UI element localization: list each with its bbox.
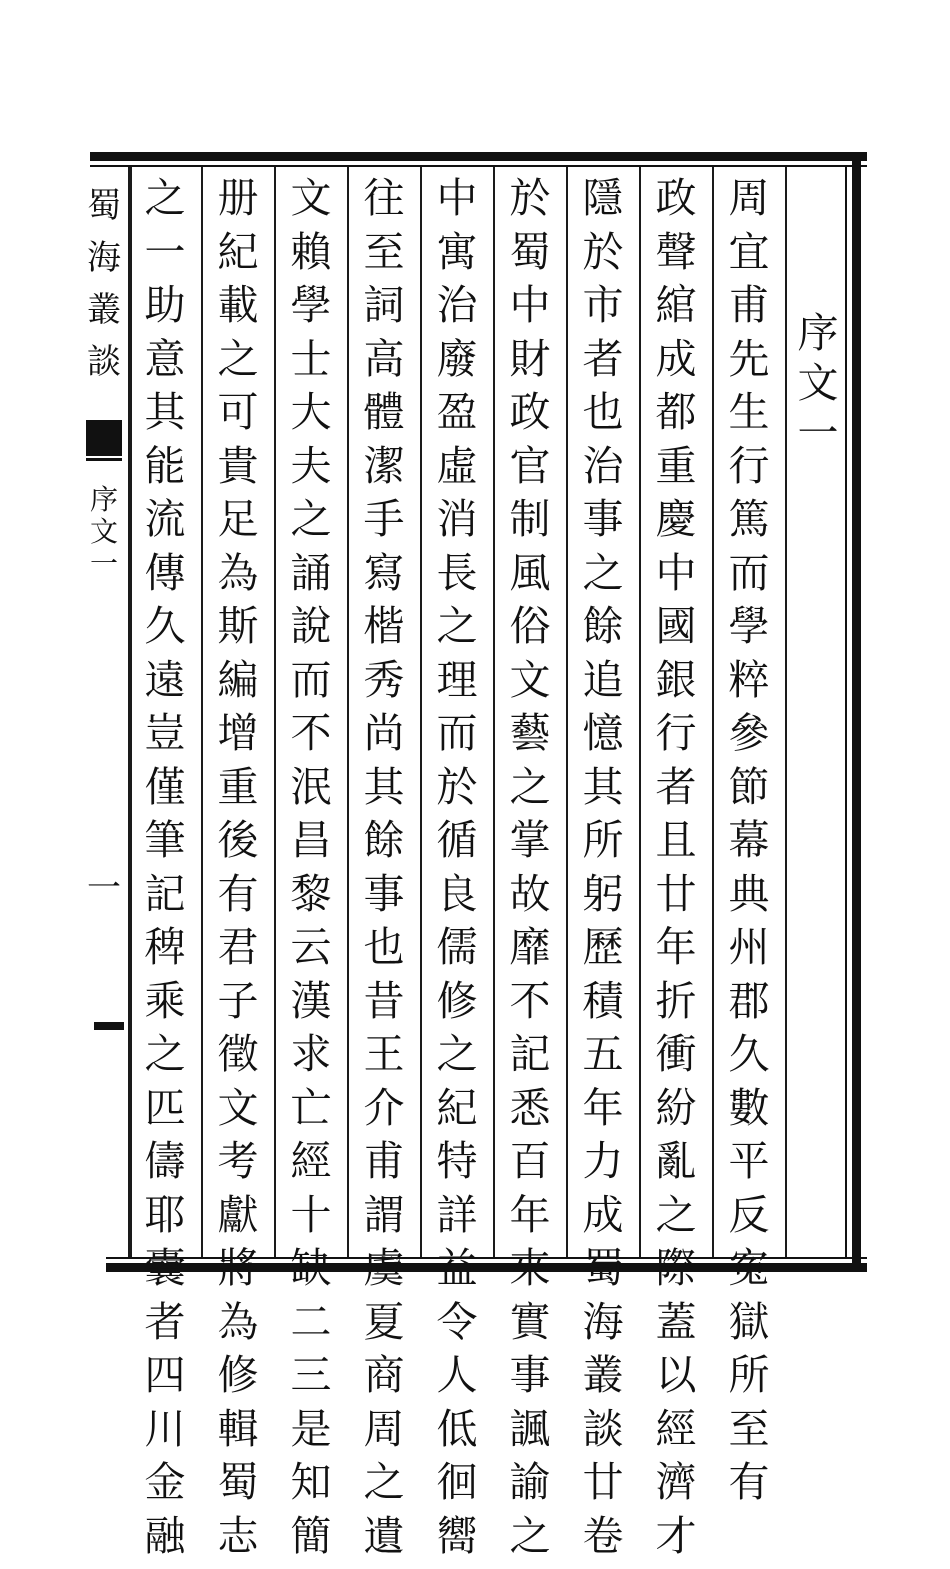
column-divider: [274, 167, 276, 1257]
column-divider: [639, 167, 641, 1257]
fish-tail-mark: [86, 420, 122, 456]
column-divider: [785, 167, 787, 1257]
margin-section-label: 序 文 一: [89, 483, 118, 580]
column-divider: [712, 167, 714, 1257]
top-inner-border: [90, 165, 867, 167]
fish-tail-rule: [86, 458, 122, 461]
text-column: 周 宜 甫 先 生 行 篤 而 學 粹 參 節 幕 典 州 郡 久 數 平 反 寃 獄 所 至 有: [728, 174, 770, 1506]
text-column: 往 至 詞 高 體 潔 手 寫 楷 秀 尚 其 餘 事 也 昔 王 介 甫 謂 虞 夏 商 周 之 遺: [363, 174, 405, 1560]
text-column: 中 寓 治 廢 盈 虛 消 長 之 理 而 於 循 良 儒 修 之 紀 特 詳 益 令 人 低 徊 嚮: [436, 174, 478, 1560]
column-divider: [347, 167, 349, 1257]
column-divider: [128, 167, 130, 1257]
folio-lower-mark: [94, 1022, 124, 1030]
preface-title: 序 文 一: [797, 309, 839, 457]
text-column: 隱 於 市 者 也 治 事 之 餘 追 憶 其 所 躬 歷 積 五 年 力 成 蜀 海 叢 談 廿 卷: [582, 174, 624, 1560]
column-divider: [493, 167, 495, 1257]
column-divider: [566, 167, 568, 1257]
right-border: [852, 152, 861, 1272]
text-column: 於 蜀 中 財 政 官 制 風 俗 文 藝 之 掌 故 靡 不 記 悉 百 年 來 實 事 諷 諭 之: [509, 174, 551, 1560]
column-divider: [201, 167, 203, 1257]
top-border: [90, 152, 867, 161]
margin-book-title: 蜀 海 叢 談: [87, 186, 121, 382]
folio-number: 一: [87, 868, 121, 908]
text-column: 之 一 助 意 其 能 流 傳 久 遠 豈 僅 筆 記 稗 乘 之 匹 儔 耶 囊 者 四 川 金 融: [144, 174, 186, 1560]
text-column: 政 聲 綰 成 都 重 慶 中 國 銀 行 者 且 廿 年 折 衝 紛 亂 之 際 蓋 以 經 濟 才: [655, 174, 697, 1560]
margin-strip-border: [130, 167, 132, 1257]
text-column: 册 紀 載 之 可 貴 足 為 斯 編 增 重 後 有 君 子 徵 文 考 獻 將 為 修 輯 蜀 志: [217, 174, 259, 1560]
column-divider: [420, 167, 422, 1257]
text-column: 文 賴 學 士 大 夫 之 誦 說 而 不 泯 昌 黎 云 漢 求 亡 經 十 缺 二 三 是 知 簡: [290, 174, 332, 1560]
